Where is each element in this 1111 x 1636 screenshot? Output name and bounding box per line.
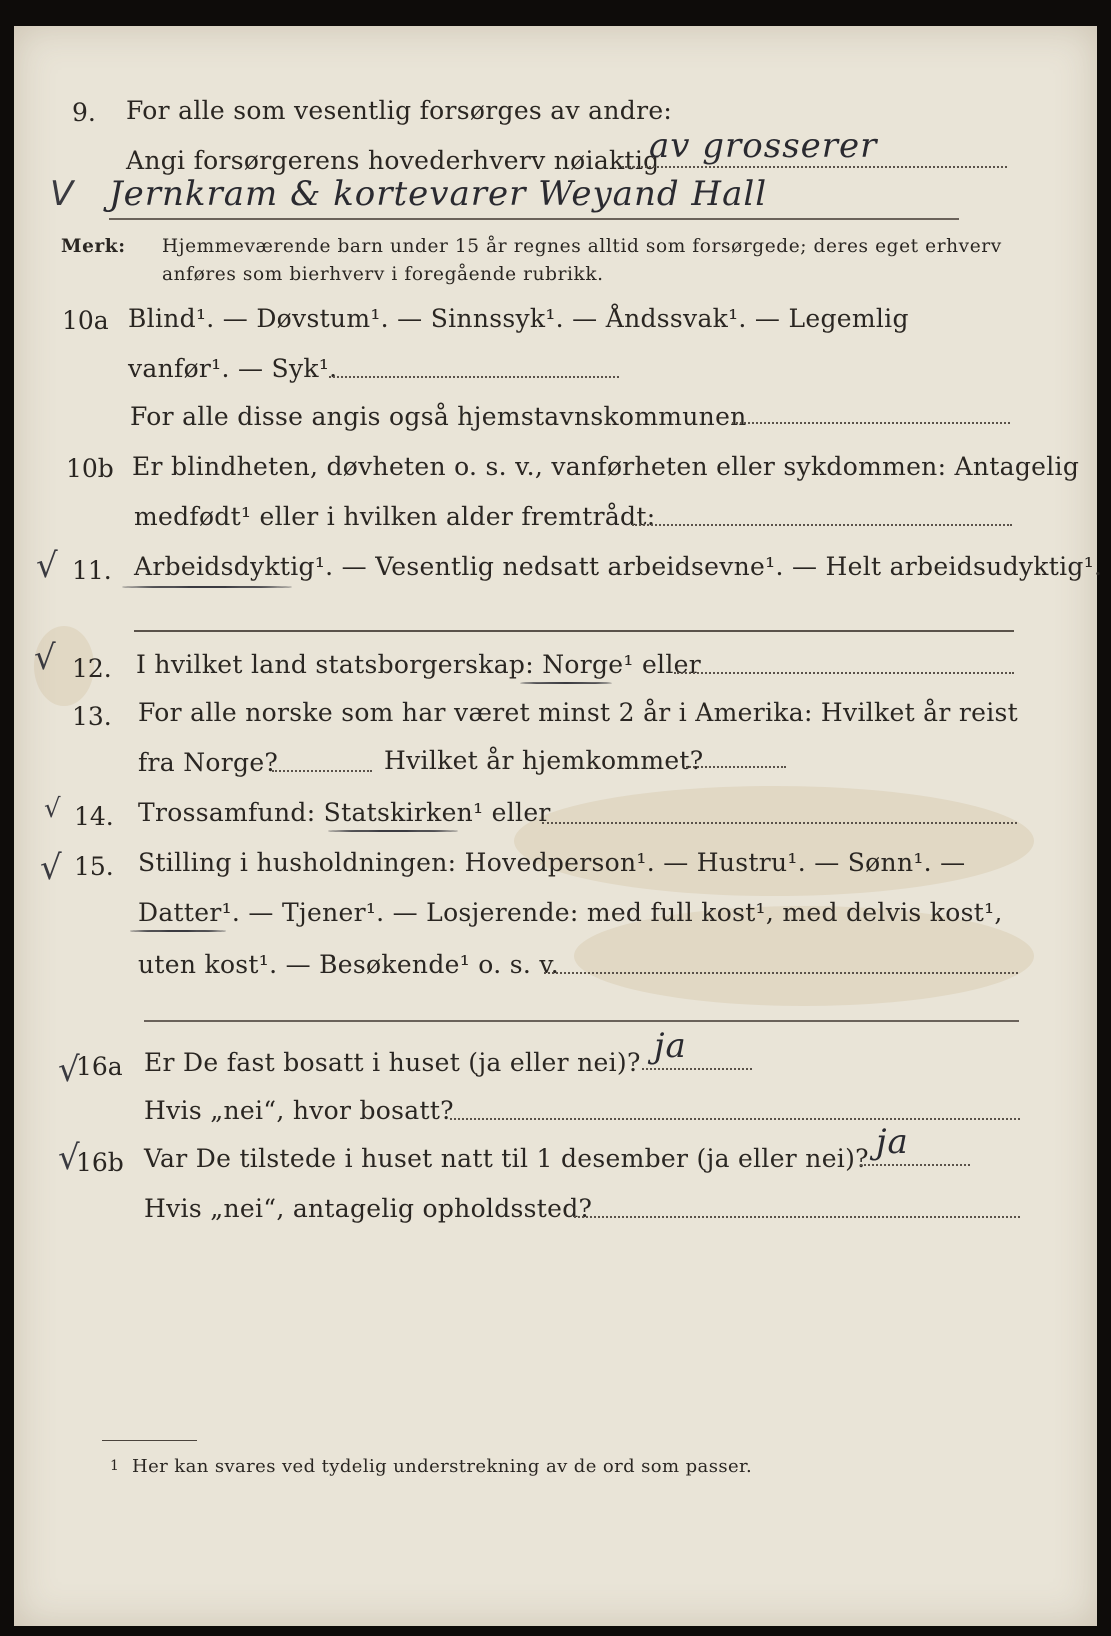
q10b-text-2: medfødt¹ eller i hvilken alder fremtrådt:	[134, 502, 656, 531]
q10a-home-municipality-line	[732, 422, 1010, 424]
q10b-answer-line	[632, 524, 1012, 526]
q9-answer-line	[622, 166, 1007, 168]
q14-underline	[328, 830, 458, 832]
q16b-answer-line	[860, 1164, 970, 1166]
q13-text-2a: fra Norge?	[138, 748, 279, 777]
q12-answer-line	[674, 672, 1014, 674]
q9-handwritten-answer-2: Jernkram & kortevarer Weyand Hall	[109, 174, 768, 214]
merk-label: Merk:	[61, 236, 126, 257]
q14-number: 14.	[74, 802, 114, 831]
q12-check-mark: √	[34, 638, 56, 678]
q16a-text-2: Hvis „nei“, hvor bosatt?	[144, 1096, 454, 1125]
q15-text-2: Datter¹. — Tjener¹. — Losjerende: med full kost¹, med delvis kost¹,	[138, 898, 1003, 927]
q14-answer-line	[542, 822, 1017, 824]
q16b-number: 16b	[76, 1148, 124, 1177]
q16b-handwritten-answer: ja	[876, 1122, 909, 1162]
q9-number: 9.	[72, 98, 96, 127]
q11-check-mark: √	[36, 546, 58, 586]
merk-text-1: Hjemmeværende barn under 15 år regnes alltid som forsørgede; deres eget erhverv	[162, 236, 1002, 257]
q10a-text-1: Blind¹. — Døvstum¹. — Sinnssyk¹. — Åndssvak¹. — Legemlig	[128, 304, 909, 333]
footnote-text: Her kan svares ved tydelig understrekning av de ord som passer.	[132, 1456, 753, 1477]
footnote-rule	[102, 1440, 197, 1441]
q13-number: 13.	[72, 702, 112, 731]
q11-text: Arbeidsdyktig¹. — Vesentlig nedsatt arbeidsevne¹. — Helt arbeidsudyktig¹.	[134, 552, 1103, 581]
q10b-number: 10b	[66, 454, 114, 483]
q9-handwritten-answer-1: av grosserer	[649, 126, 878, 166]
merk-text-2: anføres som bierhverv i foregående rubrikk.	[162, 264, 604, 285]
q11-underline	[122, 586, 292, 588]
q16a-text-1: Er De fast bosatt i huset (ja eller nei)?	[144, 1048, 641, 1077]
q16a-number: 16a	[76, 1052, 123, 1081]
q14-text: Trossamfund: Statskirken¹ eller	[138, 798, 551, 827]
q15-text-1: Stilling i husholdningen: Hovedperson¹. — Hustru¹. — Sønn¹. —	[138, 848, 966, 877]
q16a-answer-line	[642, 1068, 752, 1070]
q16a-where-line	[450, 1118, 1020, 1120]
q15-number: 15.	[74, 852, 114, 881]
q16b-check-mark: √	[58, 1138, 80, 1178]
q13-text-2b: Hvilket år hjemkommet?	[384, 746, 704, 775]
q16b-text-1: Var De tilstede i huset natt til 1 desember (ja eller nei)?	[144, 1144, 869, 1173]
q15-answer-line	[544, 972, 1018, 974]
q9-provider-label: Angi forsørgerens hovederhverv nøiaktig	[126, 146, 660, 175]
q10a-text-2: vanfør¹. — Syk¹.	[128, 354, 338, 383]
q16b-text-2: Hvis „nei“, antagelig opholdssted?	[144, 1194, 593, 1223]
q10b-text-1: Er blindheten, døvheten o. s. v., vanførheten eller sykdommen: Antagelig	[132, 452, 1080, 481]
q13-left-norway-line	[272, 770, 372, 772]
q10a-answer-line	[329, 376, 619, 378]
q16a-check-mark: √	[58, 1050, 80, 1090]
q14-check-mark: √	[44, 794, 61, 824]
q13-text-1: For alle norske som har været minst 2 år i Amerika: Hvilket år reist	[138, 698, 1019, 727]
q12-underline	[520, 682, 612, 684]
q15-check-mark: √	[40, 848, 62, 888]
census-form-page	[14, 26, 1103, 1626]
q9-answer-line-2	[109, 218, 959, 220]
q15-answer-line-2	[144, 1020, 1019, 1022]
q12-text: I hvilket land statsborgerskap: Norge¹ eller	[136, 650, 701, 679]
footnote-mark: 1	[110, 1458, 120, 1474]
q9-check-mark: V	[50, 174, 74, 214]
q16a-handwritten-answer: ja	[654, 1026, 687, 1066]
q11-answer-line	[134, 630, 1014, 632]
q11-number: 11.	[72, 556, 112, 585]
q15-underline	[130, 930, 226, 932]
q16b-whereabouts-line	[574, 1216, 1020, 1218]
paper-stain	[514, 786, 1034, 896]
q12-number: 12.	[72, 654, 112, 683]
q9-text: For alle som vesentlig forsørges av andre:	[126, 96, 673, 125]
q15-text-3: uten kost¹. — Besøkende¹ o. s. v.	[138, 950, 560, 979]
q10a-number: 10a	[62, 306, 109, 335]
q13-returned-line	[686, 766, 786, 768]
q10a-text-3: For alle disse angis også hjemstavnskommunen	[130, 402, 747, 431]
